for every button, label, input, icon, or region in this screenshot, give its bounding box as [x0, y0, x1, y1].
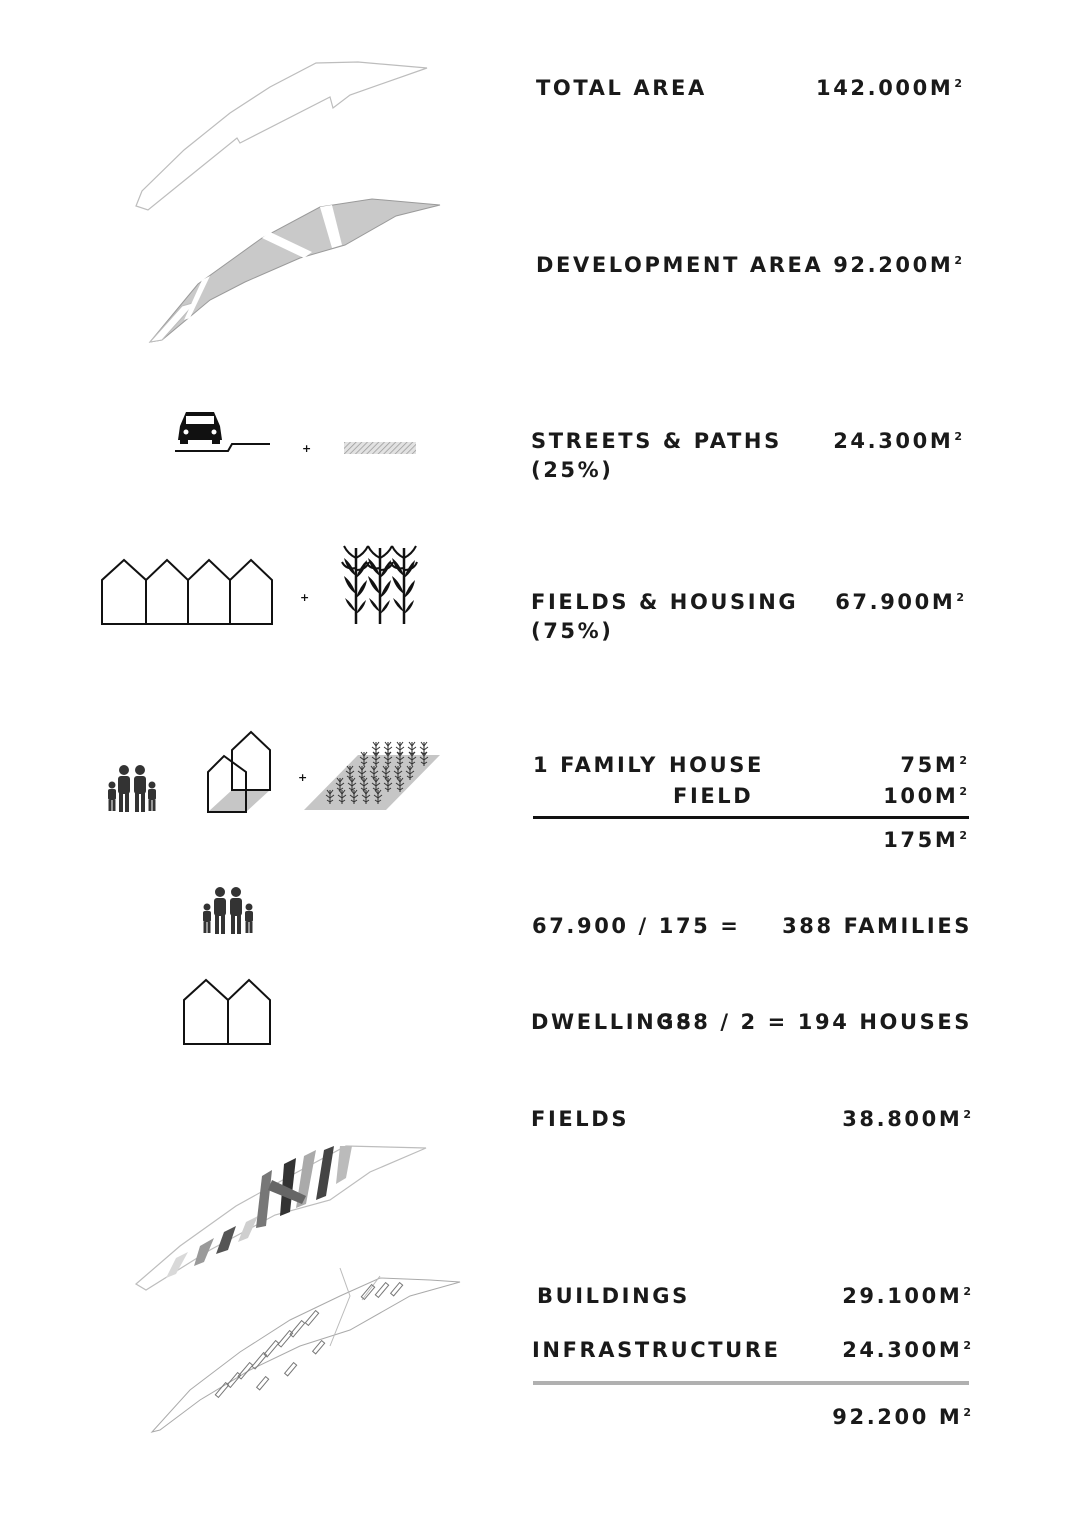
- fields-site-icon: [136, 1146, 426, 1290]
- fields-value: $38.800M^2$: [842, 1107, 971, 1131]
- development-area-icon: [150, 199, 440, 342]
- fields-housing-percent: (75%): [531, 619, 614, 643]
- family-icon: [108, 765, 156, 812]
- total-rule: [533, 1381, 969, 1385]
- grand-total-value: 92.200 $M^2$: [832, 1405, 971, 1429]
- fields-label: FIELDS: [531, 1107, 630, 1131]
- fields-housing-value: $67.900M^2$: [835, 590, 964, 614]
- streets-paths-label: STREETS & PATHS: [531, 429, 782, 453]
- development-area-value: $92.200M^2$: [833, 253, 962, 277]
- house-label: HOUSE: [669, 753, 764, 777]
- field-label: FIELD: [673, 784, 754, 808]
- plus-sign: +: [302, 442, 312, 455]
- dwellings-calc: 388 / 2 = 194 HOUSES: [658, 1010, 972, 1034]
- plus-sign: +: [300, 591, 310, 604]
- total-area-value: $142.000M^2$: [815, 76, 962, 100]
- site-outline-icon: [136, 62, 427, 210]
- family-icon: [203, 887, 253, 934]
- infrastructure-label: INFRASTRUCTURE: [532, 1338, 781, 1362]
- buildings-value: $29.100M^2$: [842, 1284, 971, 1308]
- field-value: $100M^2$: [883, 784, 967, 808]
- families-result: 388 FAMILIES: [782, 914, 972, 938]
- corn-field-icon: [342, 546, 417, 624]
- house-icon: [208, 732, 270, 812]
- plus-sign: +: [298, 771, 308, 784]
- field-plot-icon: [304, 742, 440, 810]
- streets-paths-percent: (25%): [531, 458, 614, 482]
- house-row-icon: [102, 560, 272, 624]
- fields-housing-label: FIELDS & HOUSING: [531, 590, 799, 614]
- house-icon: [184, 980, 270, 1044]
- car-icon: [175, 412, 270, 451]
- families-calc: 67.900 / 175 =: [532, 914, 741, 938]
- total-area-label: TOTAL AREA: [536, 76, 707, 100]
- sum-rule: [533, 816, 969, 819]
- dwellings-label: DWELLINGS: [531, 1010, 694, 1034]
- family-total-value: $175M^2$: [883, 828, 967, 852]
- infrastructure-value: $24.300M^2$: [842, 1338, 971, 1362]
- house-value: $75M^2$: [900, 753, 967, 777]
- path-hatch-icon: [344, 442, 416, 454]
- family-label: 1 FAMILY: [533, 753, 658, 777]
- buildings-label: BUILDINGS: [537, 1284, 690, 1308]
- streets-paths-value: $24.300M^2$: [833, 429, 962, 453]
- buildings-site-icon: [152, 1268, 460, 1432]
- development-area-label: DEVELOPMENT AREA: [536, 253, 824, 277]
